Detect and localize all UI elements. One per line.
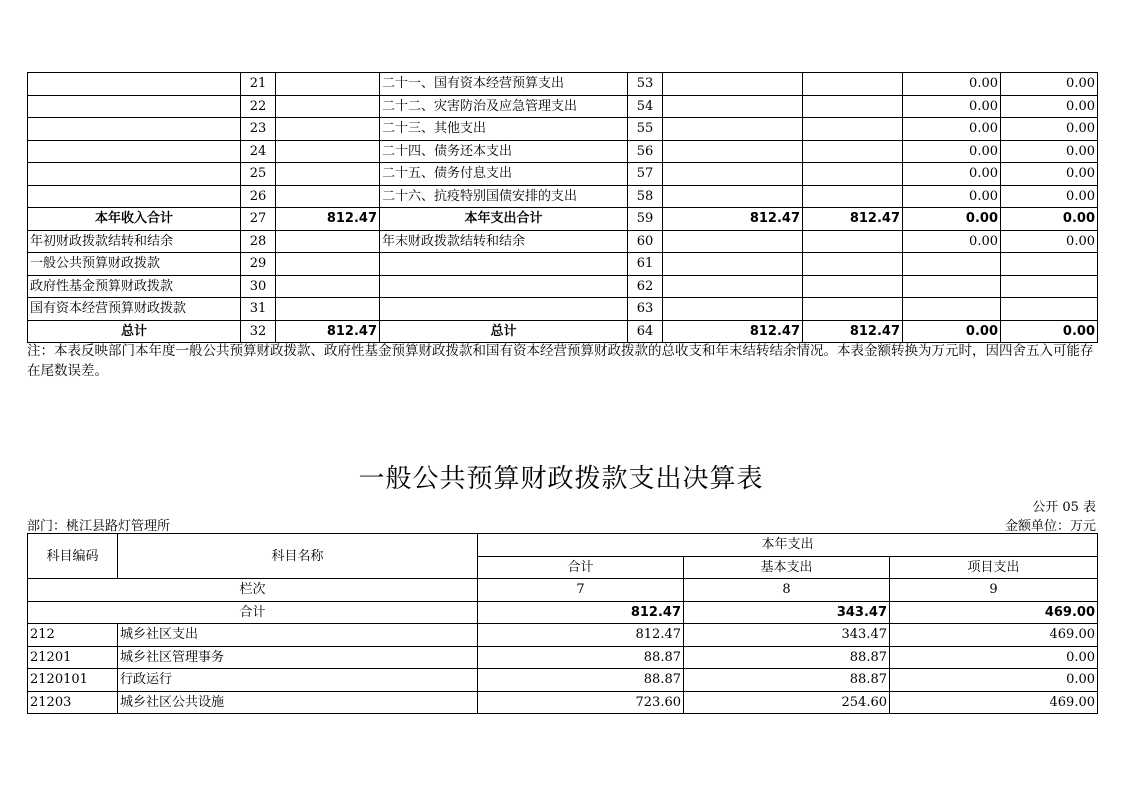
subject-name: 城乡社区支出 [118,624,478,647]
income-amount [276,253,380,276]
expense-total [663,230,803,253]
expense-gov-fund: 0.00 [903,185,1001,208]
subject-code: 212 [28,624,118,647]
amount-basic: 88.87 [684,669,890,692]
header-basic: 基本支出 [684,556,890,579]
income-item-name: 国有资本经营预算财政拨款 [28,298,241,321]
amount-unit-label: 金额单位：万元 [1004,519,1096,534]
amount-project: 0.00 [890,669,1098,692]
table-note: 注：本表反映部门本年度一般公共预算财政拨款、政府性基金预算财政拨款和国有资本经营预算财政拨款的总收支和年末结转结余情况。本表金额转换为万元时，因四舍五入可能存在尾数误差。 [27,343,1094,379]
amount-project: 469.00 [890,691,1098,714]
expense-line-no: 55 [628,118,663,141]
expense-gov-fund: 0.00 [903,230,1001,253]
income-line-no: 28 [241,230,276,253]
income-amount: 812.47 [276,320,380,343]
income-amount [276,275,380,298]
expense-general-budget [803,253,903,276]
amount-basic: 254.60 [684,691,890,714]
expense-total [663,275,803,298]
expense-total [663,95,803,118]
subject-name: 城乡社区管理事务 [118,646,478,669]
expense-line-no: 59 [628,208,663,231]
header-code: 科目编码 [28,534,118,579]
expense-line-no: 64 [628,320,663,343]
income-item-name [28,73,241,96]
expense-gov-fund: 0.00 [903,320,1001,343]
header-row [28,534,1098,557]
table-row [28,691,1098,714]
subject-name: 行政运行 [118,669,478,692]
column-index-basic: 8 [684,579,890,602]
table-row [28,163,1098,186]
amount-project: 469.00 [890,624,1098,647]
amount-basic: 88.87 [684,646,890,669]
income-item-name [28,140,241,163]
header-year-expense: 本年支出 [478,534,1098,557]
expense-total [663,118,803,141]
expense-total: 812.47 [663,320,803,343]
column-index-label: 栏次 [28,579,478,602]
total-amount: 812.47 [478,601,684,624]
expense-state-capital [1001,298,1098,321]
amount-project: 0.00 [890,646,1098,669]
income-item-name: 本年收入合计 [28,208,241,231]
expense-general-budget [803,298,903,321]
income-line-no: 26 [241,185,276,208]
expense-general-budget: 812.47 [803,208,903,231]
income-line-no: 31 [241,298,276,321]
form-number: 公开 05 表 [1032,500,1096,515]
expense-state-capital: 0.00 [1001,320,1098,343]
expense-item-name [380,253,628,276]
expense-line-no: 54 [628,95,663,118]
header-name: 科目名称 [118,534,478,579]
expense-total [663,253,803,276]
income-expense-table [27,72,1098,343]
table-row [28,624,1098,647]
table-row [28,320,1098,343]
expense-state-capital: 0.00 [1001,163,1098,186]
expense-gov-fund: 0.00 [903,73,1001,96]
expense-line-no: 62 [628,275,663,298]
table-row [28,298,1098,321]
expense-item-name: 二十六、抗疫特别国债安排的支出 [380,185,628,208]
income-item-name [28,163,241,186]
expense-total [663,73,803,96]
total-basic: 343.47 [684,601,890,624]
expense-line-no: 53 [628,73,663,96]
expense-gov-fund: 0.00 [903,163,1001,186]
income-item-name: 政府性基金预算财政拨款 [28,275,241,298]
expense-state-capital [1001,253,1098,276]
income-line-no: 25 [241,163,276,186]
expense-total: 812.47 [663,208,803,231]
income-line-no: 24 [241,140,276,163]
expense-general-budget [803,140,903,163]
expense-line-no: 61 [628,253,663,276]
expense-general-budget [803,185,903,208]
expense-state-capital: 0.00 [1001,118,1098,141]
income-line-no: 32 [241,320,276,343]
expense-item-name: 二十一、国有资本经营预算支出 [380,73,628,96]
expense-gov-fund: 0.00 [903,208,1001,231]
expenditure-table [27,533,1098,714]
expense-line-no: 56 [628,140,663,163]
expense-total [663,185,803,208]
expense-state-capital: 0.00 [1001,230,1098,253]
income-line-no: 30 [241,275,276,298]
income-amount [276,185,380,208]
income-item-name: 一般公共预算财政拨款 [28,253,241,276]
expense-state-capital [1001,275,1098,298]
income-amount [276,163,380,186]
income-item-name [28,95,241,118]
income-item-name: 总计 [28,320,241,343]
income-amount [276,118,380,141]
subject-code: 21203 [28,691,118,714]
income-amount [276,140,380,163]
column-index-project: 9 [890,579,1098,602]
expense-gov-fund [903,253,1001,276]
expense-state-capital: 0.00 [1001,208,1098,231]
table-row [28,73,1098,96]
expense-gov-fund: 0.00 [903,118,1001,141]
expense-item-name: 二十五、债务付息支出 [380,163,628,186]
income-amount [276,230,380,253]
header-total: 合计 [478,556,684,579]
expense-item-name [380,275,628,298]
amount-total: 88.87 [478,646,684,669]
income-amount [276,73,380,96]
expense-gov-fund: 0.00 [903,140,1001,163]
subject-code: 2120101 [28,669,118,692]
table-row [28,185,1098,208]
total-project: 469.00 [890,601,1098,624]
expense-item-name: 本年支出合计 [380,208,628,231]
total-row [28,601,1098,624]
expense-gov-fund [903,298,1001,321]
column-index-total: 7 [478,579,684,602]
expense-total [663,140,803,163]
expense-state-capital: 0.00 [1001,140,1098,163]
income-line-no: 21 [241,73,276,96]
expense-total [663,298,803,321]
expense-item-name: 二十三、其他支出 [380,118,628,141]
expense-general-budget [803,230,903,253]
expense-line-no: 60 [628,230,663,253]
page-title: 一般公共预算财政拨款支出决算表 [358,464,764,494]
expense-line-no: 63 [628,298,663,321]
column-index-row [28,579,1098,602]
expense-line-no: 57 [628,163,663,186]
expense-state-capital: 0.00 [1001,185,1098,208]
income-item-name: 年初财政拨款结转和结余 [28,230,241,253]
table-row [28,140,1098,163]
subject-code: 21201 [28,646,118,669]
table-row [28,669,1098,692]
income-amount [276,95,380,118]
expense-item-name: 总计 [380,320,628,343]
table-row [28,646,1098,669]
expense-state-capital: 0.00 [1001,95,1098,118]
table-row [28,208,1098,231]
income-line-no: 29 [241,253,276,276]
table-row [28,95,1098,118]
expense-item-name [380,298,628,321]
amount-total: 723.60 [478,691,684,714]
amount-total: 812.47 [478,624,684,647]
department-label: 部门：桃江县路灯管理所 [27,519,171,534]
table-row [28,253,1098,276]
income-item-name [28,118,241,141]
expense-total [663,163,803,186]
subject-name: 城乡社区公共设施 [118,691,478,714]
table-row [28,230,1098,253]
table-row [28,275,1098,298]
table-row [28,118,1098,141]
income-line-no: 27 [241,208,276,231]
expense-general-budget [803,73,903,96]
expense-general-budget [803,275,903,298]
amount-total: 88.87 [478,669,684,692]
expense-item-name: 二十四、债务还本支出 [380,140,628,163]
total-label: 合计 [28,601,478,624]
expense-state-capital: 0.00 [1001,73,1098,96]
expense-gov-fund [903,275,1001,298]
expense-item-name: 二十二、灾害防治及应急管理支出 [380,95,628,118]
income-amount: 812.47 [276,208,380,231]
expense-general-budget [803,163,903,186]
amount-basic: 343.47 [684,624,890,647]
income-line-no: 22 [241,95,276,118]
expense-line-no: 58 [628,185,663,208]
expense-gov-fund: 0.00 [903,95,1001,118]
income-line-no: 23 [241,118,276,141]
expense-general-budget [803,95,903,118]
income-amount [276,298,380,321]
expense-general-budget [803,118,903,141]
expense-item-name: 年末财政拨款结转和结余 [380,230,628,253]
income-item-name [28,185,241,208]
expense-general-budget: 812.47 [803,320,903,343]
header-project: 项目支出 [890,556,1098,579]
